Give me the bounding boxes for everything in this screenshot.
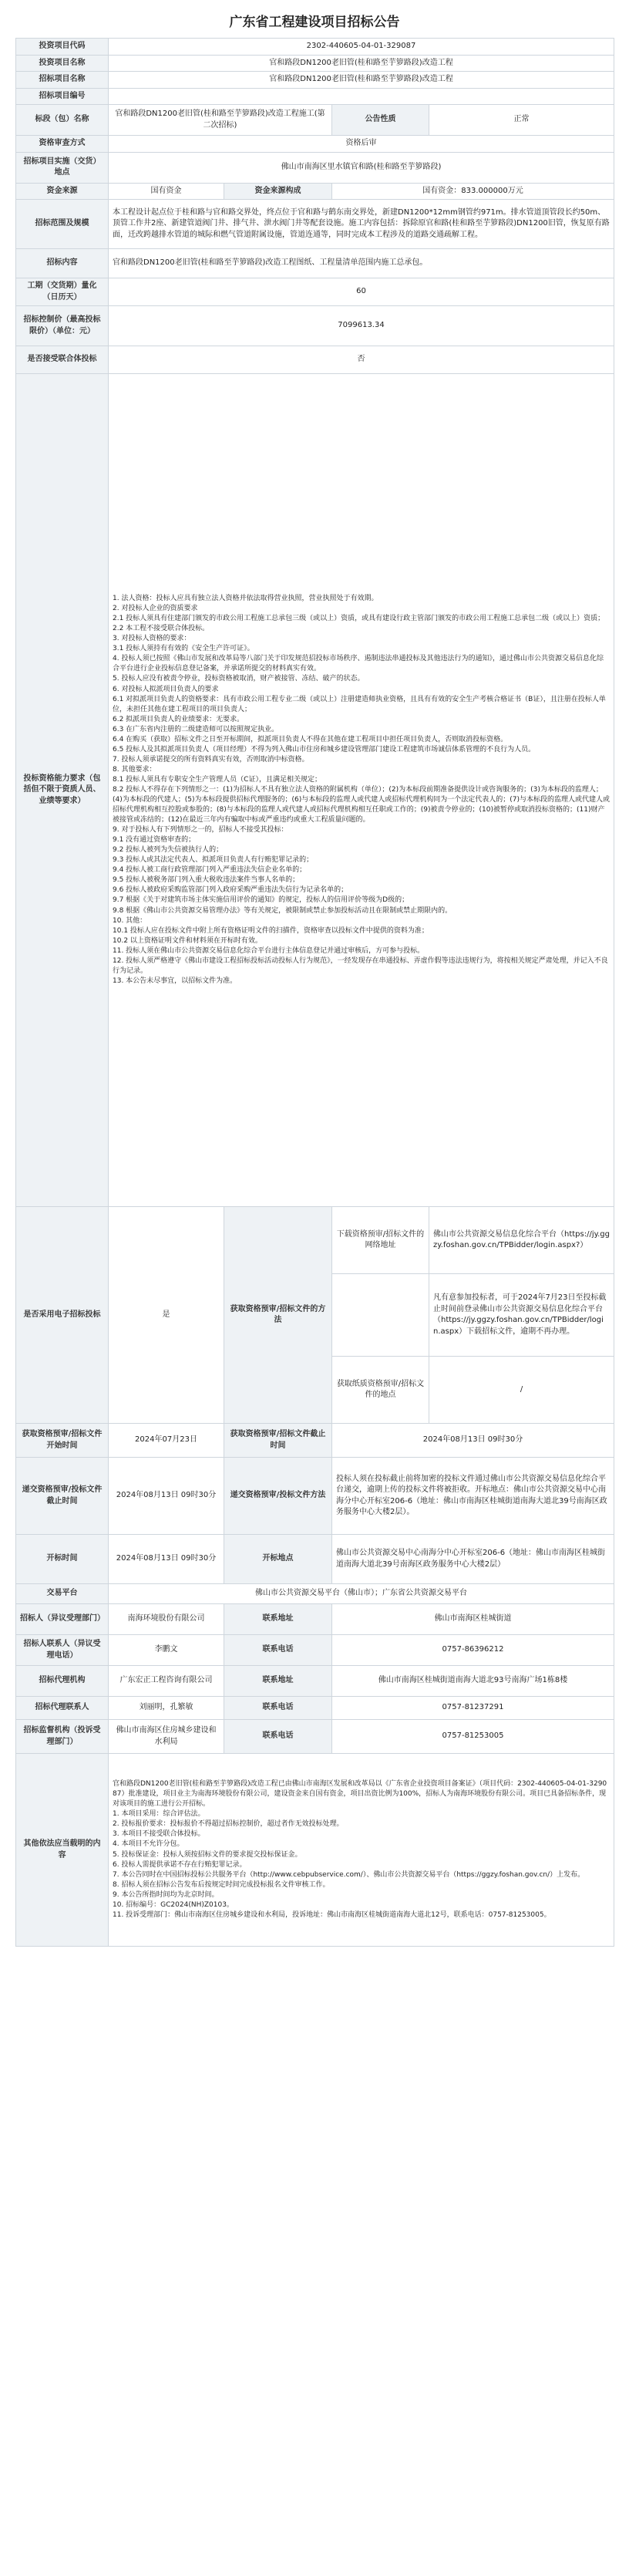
label-paper-place: 获取纸质资格预审/招标文件的地点: [332, 1357, 429, 1424]
label-fund-source: 资金来源: [16, 183, 109, 200]
value-location: 佛山市南海区里水镇官和路(桂和路至芋箩路段): [109, 152, 614, 183]
label-joint: 是否接受联合体投标: [16, 346, 109, 374]
qualification-line: 11. 投标人须在佛山市公共资源交易信息化综合平台进行主体信息登记并通过审核后，方可参与投标。: [113, 946, 425, 955]
label-agency: 招标代理机构: [16, 1666, 109, 1697]
qualification-line: 8.2 投标人不得存在下列情形之一：(1)为招标人不具有独立法人资格的附属机构（单位）；(2)为本标段前期准备提供设计或咨询服务的；(3)为本标段的监理人；(4)为本标段的代建人；(5)为本标段提供招标代理服务的；(6)与本标段的监理人或代建人或招标代理机构同为一个法定代表人的；(7)与本标段的监理人或代建人或招标代理机构相互控股或参股的；(8)与本标段的监理人或代建人或招标代理机构相互任职或工作的；(9)被责令停业的；(10)被暂停或取消投标资格的；(11)财产被接管或冻结的；(12)在最近三年内有骗取中标或严重违约或重大工程质量问题的。: [113, 785, 610, 824]
qualification-line: 6.3 在广东省内注册的二级建造师可以按照规定执业。: [113, 725, 279, 733]
value-tenderer-contact: 李鹏文: [109, 1635, 224, 1666]
value-project-code: 2302-440605-04-01-329087: [109, 39, 614, 56]
row-duration: [16, 278, 614, 306]
label-tender-project-code: 招标项目编号: [16, 88, 109, 105]
qualification-line: 2.2 本工程不接受联合体投标。: [113, 625, 210, 633]
row-project-name: [16, 55, 614, 72]
qualification-line: 10.1 投标人应在投标文件中附上所有资格证明文件的扫描件，资格审查以投标文件中提供的资料为准；: [113, 926, 429, 935]
value-download-note: 凡有意参加投标者，可于2024年7月23日至投标截止时间前登录佛山市公共资源交易信息化综合平台（https://jy.ggzy.foshan.gov.cn/TPBidder/login.aspx）下载招标文件，逾期不再办理。: [429, 1274, 614, 1357]
label-platform: 交易平台: [16, 1584, 109, 1604]
row-control-price: [16, 306, 614, 346]
value-agency-phone: 0757-81237291: [332, 1697, 614, 1720]
label-submit-deadline: 递交资格预审/投标文件截止时间: [16, 1458, 109, 1535]
qualification-line: 3. 对投标人资格的要求：: [113, 635, 191, 643]
label-content: 招标内容: [16, 249, 109, 278]
qualification-line: 9.8 根据《佛山市公共资源交易管理办法》等有关规定，被限制或禁止参加投标活动且在限制或禁止期限内的。: [113, 906, 452, 915]
qualification-line: 6. 对投标人拟派项目负责人的要求: [113, 685, 219, 693]
value-control-price: 7099613.34: [109, 306, 614, 346]
qualification-line: 9.1 没有通过资格审查的；: [113, 836, 196, 845]
row-tenderer-contact: [16, 1635, 614, 1666]
qualification-line: 7. 投标人须承诺提交的所有资料真实有效，否则取消中标资格。: [113, 755, 309, 764]
value-section-name: 官和路段DN1200老旧管(桂和路至芋箩路段)改造工程施工(第二次招标): [109, 105, 332, 136]
label-qualification: 投标资格能力要求（包括但不限于资质人员、业绩等要求）: [16, 374, 109, 1207]
row-scope: [16, 200, 614, 249]
label-duration: 工期（交货期）量化（日历天）: [16, 278, 109, 306]
label-tenderer-phone: 联系电话: [224, 1635, 332, 1666]
row-fund-source: [16, 183, 614, 200]
qualification-line: 2. 对投标人企业的资质要求: [113, 605, 198, 613]
label-scope: 招标范围及规模: [16, 200, 109, 249]
qualification-line: 2.1 投标人须具有住建部门颁发的市政公用工程施工总承包三级（或以上）资质，或具有建设行政主管部门颁发的市政公用工程施工总承包二级（或以上）资质；: [113, 615, 605, 623]
qualification-line: 6.4 在购买（获取）招标文件之日至开标期间，拟派项目负责人不得在其他在建工程项目中担任项目负责人，否则取消投标资格。: [113, 735, 508, 743]
other-content-line: 8. 招标人须在招标公告发布后按规定时间完成投标报名文件审核工作。: [113, 1880, 330, 1889]
qualification-line: 6.2 拟派项目负责人的业绩要求：无要求。: [113, 715, 244, 723]
value-qualification: [109, 374, 614, 1207]
value-tenderer-address: 佛山市南海区桂城街道: [332, 1604, 614, 1635]
other-content-line: 4. 本项目不允许分包。: [113, 1840, 184, 1849]
other-content-line: 7. 本公告同时在中国招标投标公共服务平台（http://www.cebpubservice.com/）、佛山市公共资源交易平台（https://ggzy.foshan.gov.cn/）上发布。: [113, 1870, 585, 1879]
label-project-code: 投资项目代码: [16, 39, 109, 56]
label-agency-address: 联系地址: [224, 1666, 332, 1697]
row-project-code: [16, 39, 614, 56]
label-get-method: 获取资格预审/招标文件的方法: [224, 1207, 332, 1424]
label-section-name: 标段（包）名称: [16, 105, 109, 136]
label-tender-project-name: 招标项目名称: [16, 72, 109, 89]
label-get-start: 获取资格预审/招标文件开始时间: [16, 1424, 109, 1458]
value-opening-place: 佛山市公共资源交易中心南海分中心开标室206-6（地址：佛山市南海区桂城街道南海大道北39号南海区政务服务中心大楼2层）: [332, 1535, 614, 1584]
value-other: [109, 1754, 614, 1947]
qualification-line: 6.5 投标人及其拟派项目负责人（项目经理）不得为列入佛山市住房和城乡建设管理部门建设工程建筑市场诚信体系管理的不良行为人员。: [113, 745, 536, 754]
other-content-line: 2. 投标报价要求：投标报价不得超过招标控制价，超过者作无效投标处理。: [113, 1820, 344, 1829]
value-public-nature: 正常: [429, 105, 614, 136]
qualification-line: 9.4 投标人被工商行政管理部门列入严重违法失信企业名单的；: [113, 866, 307, 875]
label-location: 招标项目实施（交货）地点: [16, 152, 109, 183]
qualification-line: 13. 本公告未尽事宜，以招标文件为准。: [113, 976, 237, 985]
qualification-line: 8. 其他要求：: [113, 765, 156, 774]
label-supervisor: 招标监督机构（投诉受理部门）: [16, 1720, 109, 1754]
other-content-line: 11. 投诉受理部门：佛山市南海区住房城乡建设和水利局，投诉地址：佛山市南海区桂城街道南海大道北12号，联系电话：0757-81253005。: [113, 1910, 551, 1919]
qualification-line: 10.2 以上资格证明文件和材料须在开标时有效。: [113, 936, 262, 945]
label-e-tender: 是否采用电子招标投标: [16, 1207, 109, 1424]
qualification-line: 5. 投标人应没有被责令停业，投标资格被取消，财产被接管、冻结、破产的状态。: [113, 675, 365, 683]
label-public-nature: 公告性质: [332, 105, 429, 136]
row-section-name: [16, 105, 614, 136]
qualification-list: [113, 594, 610, 986]
qualification-line: 3.1 投标人须持有有效的《安全生产许可证》。: [113, 645, 254, 653]
qualification-line: 10. 其他：: [113, 916, 147, 925]
value-platform: 佛山市公共资源交易平台（佛山市）；广东省公共资源交易平台: [109, 1584, 614, 1604]
label-download-url: 下载资格预审/招标文件的网络地址: [332, 1207, 429, 1274]
value-project-name: 官和路段DN1200老旧管(桂和路至芋箩路段)改造工程: [109, 55, 614, 72]
label-opening-time: 开标时间: [16, 1535, 109, 1584]
row-agency: [16, 1666, 614, 1697]
value-tenderer: 南海环境股份有限公司: [109, 1604, 224, 1635]
row-tenderer: [16, 1604, 614, 1635]
value-supervisor: 佛山市南海区住房城乡建设和水利局: [109, 1720, 224, 1754]
label-agency-phone: 联系电话: [224, 1697, 332, 1720]
other-content-line: 6. 投标人需提供承诺不存在行贿犯罪记录。: [113, 1860, 247, 1869]
label-fund-composition: 资金来源构成: [224, 183, 332, 200]
value-tender-project-code: [109, 88, 614, 105]
row-e-tender: [16, 1207, 614, 1274]
qualification-line: 8.1 投标人须具有专职安全生产管理人员（C证），且满足相关规定；: [113, 775, 321, 784]
other-content-line: 3. 本项目不接受联合体投标。: [113, 1830, 205, 1839]
value-get-start: 2024年07月23日: [109, 1424, 224, 1458]
row-get-time: [16, 1424, 614, 1458]
value-agency-contact: 刘丽明，孔繁敏: [109, 1697, 224, 1720]
row-supervisor: [16, 1720, 614, 1754]
row-content: [16, 249, 614, 278]
row-review-method: [16, 136, 614, 153]
other-content-line: 官和路段DN1200老旧管(桂和路至芋箩路段)改造工程已由佛山市南海区发展和改革局以《广东省企业投资项目备案证》（项目代码：2302-440605-04-01-329087）批准建设，项目业主为南海环境股份有限公司，建设资金来自国有资金，项目出资比例为100%，招标人为南海环境股份有限公司。项目已具备招标条件，现对该项目的施工进行公开招标。: [113, 1780, 607, 1809]
value-joint: 否: [109, 346, 614, 374]
value-paper-place: /: [429, 1357, 614, 1424]
label-review-method: 资格审查方式: [16, 136, 109, 153]
value-tender-project-name: 官和路段DN1200老旧管(桂和路至芋箩路段)改造工程: [109, 72, 614, 89]
other-content-line: 10. 招标编号：GC2024(NH)Z0103。: [113, 1900, 234, 1909]
value-submit-deadline: 2024年08月13日 09时30分: [109, 1458, 224, 1535]
label-submit-method: 递交资格预审/投标文件方法: [224, 1458, 332, 1535]
value-fund-source: 国有资金: [109, 183, 224, 200]
row-submit: [16, 1458, 614, 1535]
label-opening-place: 开标地点: [224, 1535, 332, 1584]
value-opening-time: 2024年08月13日 09时30分: [109, 1535, 224, 1584]
label-supervisor-phone: 联系电话: [224, 1720, 332, 1754]
row-platform: [16, 1584, 614, 1604]
qualification-line: 9.5 投标人被税务部门列入重大税收违法案件当事人名单的；: [113, 876, 300, 885]
row-tender-project-name: [16, 72, 614, 89]
label-project-name: 投资项目名称: [16, 55, 109, 72]
other-content-line: 9. 本公告所指时间均为北京时间。: [113, 1890, 219, 1899]
row-joint: [16, 346, 614, 374]
row-qualification: [16, 374, 614, 1207]
value-duration: 60: [109, 278, 614, 306]
label-tenderer-contact: 招标人联系人（异议受理电话）: [16, 1635, 109, 1666]
row-tender-project-code: [16, 88, 614, 105]
qualification-line: 9.6 投标人被政府采购监管部门列入政府采购严重违法失信行为记录名单的；: [113, 886, 348, 895]
value-fund-composition: 国有资金：833.000000万元: [332, 183, 614, 200]
value-get-end: 2024年08月13日 09时30分: [332, 1424, 614, 1458]
row-opening: [16, 1535, 614, 1584]
qualification-line: 4. 投标人须已按照《佛山市发展和改革局等八部门关于印发规范招投标市场秩序、遏制违法串通投标及其他违法行为的通知》，通过佛山市公共资源交易信息化综合平台进行企业投标信息登记备案，并承诺所提交的材料真实有效。: [113, 655, 604, 673]
label-tenderer: 招标人（异议受理部门）: [16, 1604, 109, 1635]
qualification-line: 9.3 投标人或其法定代表人、拟派项目负责人有行贿犯罪记录的；: [113, 856, 314, 865]
value-agency: 广东宏正工程咨询有限公司: [109, 1666, 224, 1697]
value-download-url[interactable]: 佛山市公共资源交易信息化综合平台（https://jy.ggzy.foshan.gov.cn/TPBidder/login.aspx?）: [429, 1207, 614, 1274]
other-content-line: 5. 投标保证金：投标人须按招标文件的要求提交投标保证金。: [113, 1850, 302, 1859]
qualification-line: 9.7 根据《关于对建筑市场主体实施信用评价的通知》的规定，投标人的信用评价等级为D级的；: [113, 896, 409, 905]
label-other: 其他依法应当载明的内容: [16, 1754, 109, 1947]
qualification-line: 6.1 对拟派项目负责人的资格要求：具有市政公用工程专业二级（或以上）注册建造师执业资格，且具有有效的安全生产考核合格证书（B证），且注册在投标人单位，未担任其他在建工程项目的项目负责人；: [113, 695, 606, 713]
row-location: [16, 152, 614, 183]
label-agency-contact: 招标代理联系人: [16, 1697, 109, 1720]
qualification-line: 1. 法人资格：投标人应具有独立法人资格并依法取得营业执照，营业执照处于有效期。: [113, 595, 378, 603]
value-review-method: 资格后审: [109, 136, 614, 153]
qualification-line: 9.2 投标人被列为失信被执行人的；: [113, 846, 224, 855]
value-scope: 本工程设计起点位于桂和路与官和路交界处，终点位于官和路与鹤东南交界处，新建DN1200*12mm钢管约971m。排水管道顶管段长约50m、顶管工作井2座、新建管道阀门井、排气井、泄水阀门井等配套设施。施工内容包括：拆除原官和路(桂和路至芋箩路段)DN1200旧管，恢复原有路面，迁改跨越排水管道的城际和燃气管道附属设施，管道连通等，同时完成本工程涉及的道路交通疏解工程。: [109, 200, 614, 249]
qualification-line: 9. 对于投标人有下列情形之一的，招标人不接受其投标：: [113, 826, 288, 835]
value-supervisor-phone: 0757-81253005: [332, 1720, 614, 1754]
row-agency-contact: [16, 1697, 614, 1720]
value-e-tender: 是: [109, 1207, 224, 1424]
label-get-end: 获取资格预审/招标文件截止时间: [224, 1424, 332, 1458]
label-control-price: 招标控制价（最高投标限价）（单位：元）: [16, 306, 109, 346]
label-download-note: [332, 1274, 429, 1357]
other-content-line: 1. 本项目采用：综合评估法。: [113, 1810, 205, 1819]
announcement-table: [15, 38, 614, 1947]
value-submit-method: 投标人须在投标截止前将加密的投标文件通过佛山市公共资源交易信息化综合平台递交，逾期上传的投标文件将被拒收。开标地点：佛山市公共资源交易中心南海分中心开标室206-6（地址：佛山市南海区桂城街道南海大道北39号南海区政务服务中心大楼2层）。: [332, 1458, 614, 1535]
label-tenderer-address: 联系地址: [224, 1604, 332, 1635]
value-content: 官和路段DN1200老旧管(桂和路至芋箩路段)改造工程图纸、工程量清单范围内施工总承包。: [109, 249, 614, 278]
other-content-list: [113, 1779, 610, 1920]
page-title: 广东省工程建设项目招标公告: [229, 15, 400, 30]
value-tenderer-phone: 0757-86396212: [332, 1635, 614, 1666]
qualification-line: 12. 投标人须严格遵守《佛山市建设工程招标投标活动投标人行为规范》，一经发现存在串通投标、弄虚作假等违法违规行为，将按相关规定严肃处理，并记入不良行为记录。: [113, 956, 608, 975]
value-agency-address: 佛山市南海区桂城街道南海大道北93号南海广场1栋8楼: [332, 1666, 614, 1697]
row-other: [16, 1754, 614, 1947]
